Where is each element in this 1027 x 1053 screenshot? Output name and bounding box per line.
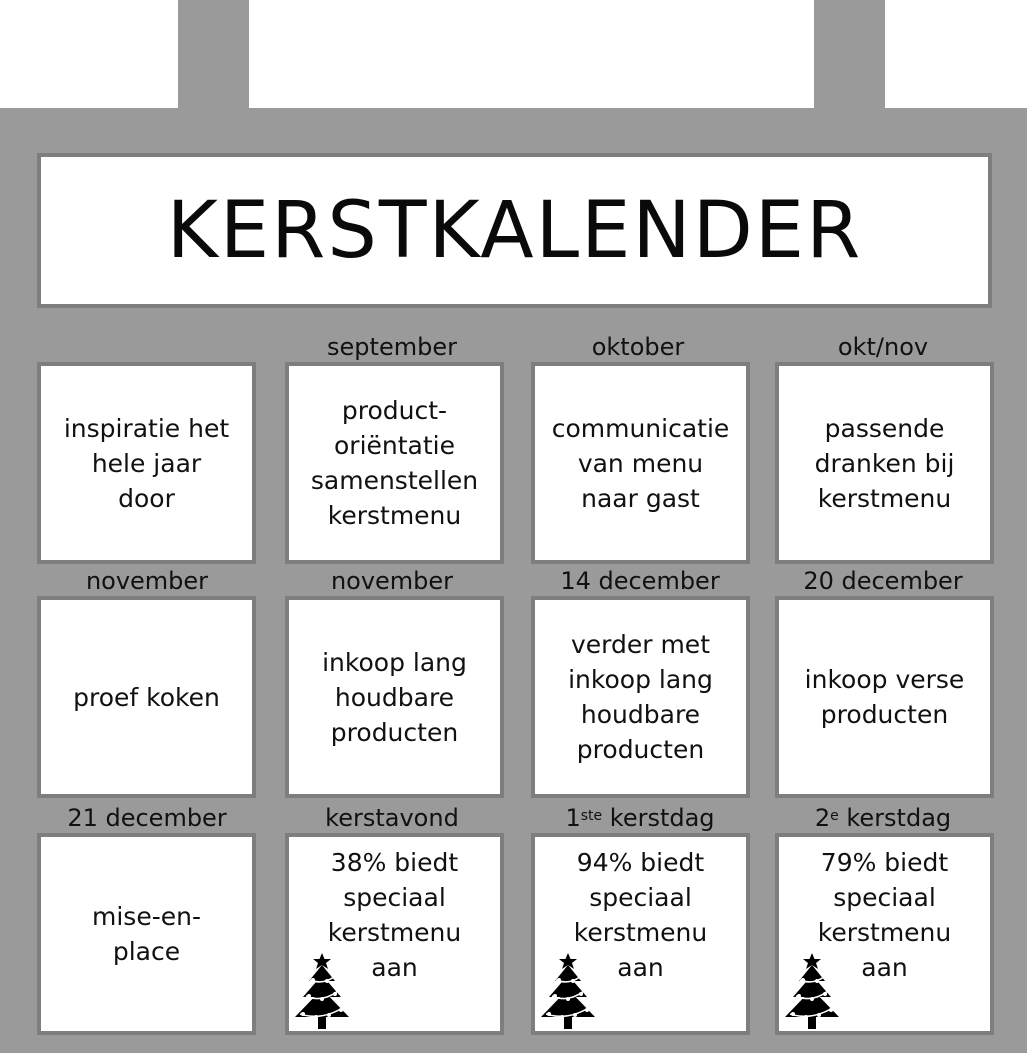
calendar-cell — [531, 362, 750, 564]
cell-text: mise-en- place — [92, 902, 201, 966]
christmas-tree-icon — [291, 951, 353, 1031]
cell-text: 79% biedt speciaal kerstmenu aan — [817, 848, 952, 982]
calendar-cell — [775, 833, 994, 1035]
cell-label: november — [330, 567, 454, 595]
christmas-tree-icon — [781, 951, 843, 1031]
calendar-cell — [37, 596, 256, 798]
calendar-cell — [285, 362, 504, 564]
cell-text: 94% biedt speciaal kerstmenu aan — [573, 848, 708, 982]
calendar-cell — [37, 833, 256, 1035]
hanger-left — [178, 0, 249, 110]
cell-text: communicatie van menu naar gast — [551, 413, 730, 513]
page-title: KERSTKALENDER — [166, 185, 863, 276]
cell-label: 2e kerstdag — [814, 804, 952, 832]
cell-text: inkoop lang houdbare producten — [322, 647, 467, 747]
cell-label: kerstavond — [325, 804, 459, 832]
cell-label: 1ste kerstdag — [565, 804, 715, 832]
cell-label: oktober — [591, 333, 685, 361]
calendar-cell — [775, 362, 994, 564]
calendar-cell — [531, 833, 750, 1035]
cell-label: november — [85, 567, 209, 595]
cell-text: verder met inkoop lang houdbare producten — [568, 630, 713, 764]
cell-label: okt/nov — [837, 333, 929, 361]
calendar-cell — [37, 362, 256, 564]
cell-text: inkoop verse producten — [804, 665, 965, 729]
calendar-cell — [285, 596, 504, 798]
calendar-cell — [531, 596, 750, 798]
cell-label: 21 december — [67, 804, 227, 832]
cell-text: proef koken — [73, 682, 220, 712]
cell-label: september — [327, 333, 457, 361]
cell-text: product- oriëntatie samenstellen kerstmenu — [310, 396, 479, 530]
title-panel — [37, 153, 992, 308]
christmas-tree-icon — [537, 951, 599, 1031]
calendar-cell — [285, 833, 504, 1035]
hanger-right — [814, 0, 885, 110]
calendar-cell — [775, 596, 994, 798]
cell-label: 20 december — [803, 567, 963, 595]
cell-text: inspiratie het hele jaar door — [63, 413, 230, 513]
cell-text: 38% biedt speciaal kerstmenu aan — [327, 848, 462, 982]
cell-label: 14 december — [560, 567, 720, 595]
cell-text: passende dranken bij kerstmenu — [814, 413, 955, 513]
